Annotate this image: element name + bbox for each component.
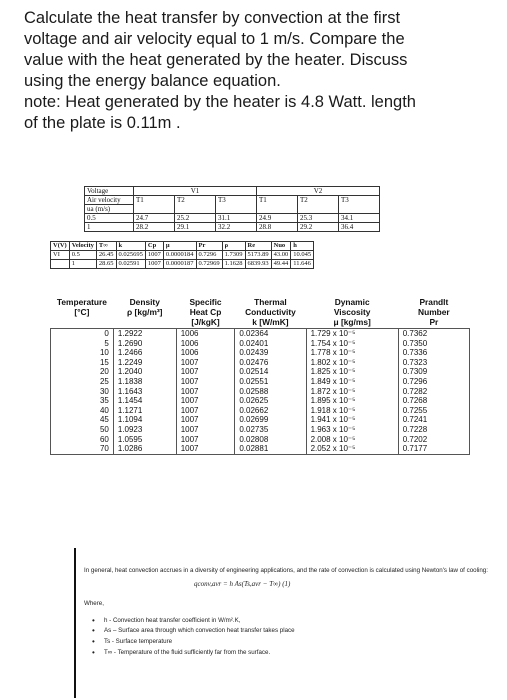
header-line: [J/kgK]	[191, 317, 220, 327]
cell-dynamic-viscosity: 1.918 x 10⁻⁵	[306, 406, 398, 416]
table-row	[51, 358, 470, 368]
table-row	[51, 348, 470, 358]
header-line: k [W/mK]	[252, 317, 289, 327]
cell: 49.44	[271, 260, 291, 269]
cell-density: 1.1094	[113, 415, 176, 425]
cell-dynamic-viscosity: 1.825 x 10⁻⁵	[306, 367, 398, 377]
table-row	[51, 396, 470, 406]
cell-thermal-conductivity: 0.02662	[235, 406, 306, 416]
cell-thermal-conductivity: 0.02881	[235, 444, 306, 454]
cell: 36.4	[339, 223, 380, 232]
header-temperature	[51, 296, 114, 329]
cell-temperature: 35	[51, 396, 114, 406]
cell-prandtl-number: 0.7282	[398, 387, 469, 397]
cell: 32.2	[216, 223, 257, 232]
cell: 0.0000184	[163, 251, 196, 260]
cell: 5173.89	[245, 251, 271, 260]
header-specific-heat	[176, 296, 235, 329]
cell: 29.1	[175, 223, 216, 232]
cell-prandtl-number: 0.7336	[398, 348, 469, 358]
cell-thermal-conductivity: 0.02588	[235, 387, 306, 397]
cell-prandtl-number: 0.7296	[398, 377, 469, 387]
cell-specific-heat: 1007	[176, 444, 235, 454]
header-t2: T2	[298, 196, 339, 214]
header-line: ρ [kg/m³]	[127, 307, 163, 317]
cell-thermal-conductivity: 0.02514	[235, 367, 306, 377]
header-cell: Re	[245, 242, 271, 251]
header-v2: V2	[257, 187, 380, 196]
header-cell: Cp	[145, 242, 163, 251]
cell: 24.7	[134, 214, 175, 223]
header-ua: ua (m/s)	[85, 205, 134, 214]
properties-header-row	[51, 296, 470, 329]
header-line: μ [kg/ms]	[333, 317, 371, 327]
cell: 1007	[145, 260, 163, 269]
cell: 24.9	[257, 214, 298, 223]
cell-dynamic-viscosity: 1.872 x 10⁻⁵	[306, 387, 398, 397]
newton-cooling-equation: qconv,avr = h As(Ts,avr − T∞) (1)	[194, 579, 291, 588]
definition-item: • T∞ - Temperature of the fluid sufficiently far from the surface.	[96, 649, 494, 658]
cell-density: 1.2040	[113, 367, 176, 377]
table-row	[51, 339, 470, 349]
header-line: Dynamic	[334, 297, 370, 307]
cell-thermal-conductivity: 0.02625	[235, 396, 306, 406]
table-row	[51, 377, 470, 387]
cell: 6839.93	[245, 260, 271, 269]
cell-prandtl-number: 0.7323	[398, 358, 469, 368]
cell-dynamic-viscosity: 2.052 x 10⁻⁵	[306, 444, 398, 454]
header-cell: T∞	[96, 242, 116, 251]
cell-temperature: 10	[51, 348, 114, 358]
cell	[51, 260, 70, 269]
cell: VI	[51, 251, 70, 260]
cell-thermal-conductivity: 0.02735	[235, 425, 306, 435]
cell-dynamic-viscosity: 1.849 x 10⁻⁵	[306, 377, 398, 387]
header-line: Viscosity	[333, 307, 371, 317]
cell-prandtl-number: 0.7255	[398, 406, 469, 416]
header-t3: T3	[339, 196, 380, 214]
table-row	[51, 406, 470, 416]
row-label: 0.5	[85, 214, 134, 223]
table-row	[51, 367, 470, 377]
header-t2: T2	[175, 196, 216, 214]
definition-item: • Ts - Surface temperature	[96, 638, 494, 647]
cell-dynamic-viscosity: 1.802 x 10⁻⁵	[306, 358, 398, 368]
cell-thermal-conductivity: 0.02808	[235, 435, 306, 445]
definition-list	[84, 617, 494, 657]
cell-temperature: 30	[51, 387, 114, 397]
cell-density: 1.0595	[113, 435, 176, 445]
cell-dynamic-viscosity: 1.941 x 10⁻⁵	[306, 415, 398, 425]
cell-prandtl-number: 0.7228	[398, 425, 469, 435]
cell-specific-heat: 1007	[176, 425, 235, 435]
cell-thermal-conductivity: 0.02551	[235, 377, 306, 387]
cell-dynamic-viscosity: 1.778 x 10⁻⁵	[306, 348, 398, 358]
cell-temperature: 0	[51, 329, 114, 339]
cell: 11.646	[291, 260, 314, 269]
cell-density: 1.2466	[113, 348, 176, 358]
cell-density: 1.1454	[113, 396, 176, 406]
header-cell: ρ	[222, 242, 245, 251]
cell-thermal-conductivity: 0.02439	[235, 348, 306, 358]
definition-item: • h - Convection heat transfer coefficient in W/m².K,	[96, 617, 494, 626]
cell-prandtl-number: 0.7268	[398, 396, 469, 406]
cell: 1.1628	[222, 260, 245, 269]
header-v1: V1	[134, 187, 257, 196]
cell: 1	[69, 260, 96, 269]
cell: 25.2	[175, 214, 216, 223]
cell-thermal-conductivity: 0.02401	[235, 339, 306, 349]
cell: 28.2	[134, 223, 175, 232]
cell: 28.65	[96, 260, 116, 269]
cell-specific-heat: 1007	[176, 358, 235, 368]
cell-dynamic-viscosity: 1.963 x 10⁻⁵	[306, 425, 398, 435]
question-line: note: Heat generated by the heater is 4.8 Watt. length	[24, 93, 416, 111]
calculation-table	[50, 241, 314, 269]
excerpt-intro: In general, heat convection accrues in a diversity of engineering applications, and the rate of convection is calculated using Newton's law of cooling:	[84, 567, 488, 574]
cell: 1.7309	[222, 251, 245, 260]
header-prandtl-number	[398, 296, 469, 329]
table-row	[51, 387, 470, 397]
cell-prandtl-number: 0.7177	[398, 444, 469, 454]
cell-dynamic-viscosity: 1.754 x 10⁻⁵	[306, 339, 398, 349]
air-properties-table	[50, 296, 470, 455]
cell: 0.72969	[196, 260, 222, 269]
cell-density: 1.2690	[113, 339, 176, 349]
header-cell: V(V)	[51, 242, 70, 251]
cell-thermal-conductivity: 0.02699	[235, 415, 306, 425]
header-line: Density	[129, 297, 160, 307]
newton-cooling-excerpt	[84, 567, 494, 659]
cell-prandtl-number: 0.7202	[398, 435, 469, 445]
cell-prandtl-number: 0.7362	[398, 329, 469, 339]
header-line: Number	[418, 307, 450, 317]
header-line: Thermal	[254, 297, 287, 307]
cell-dynamic-viscosity: 1.729 x 10⁻⁵	[306, 329, 398, 339]
question-text	[24, 8, 502, 134]
header-cell: μ	[163, 242, 196, 251]
cell: 1007	[145, 251, 163, 260]
header-air-velocity: Air velocity	[85, 196, 134, 205]
header-line: [°C]	[74, 307, 90, 317]
cell-temperature: 40	[51, 406, 114, 416]
cell: 34.1	[339, 214, 380, 223]
question-line: Calculate the heat transfer by convection at the first	[24, 9, 401, 27]
cell-specific-heat: 1007	[176, 367, 235, 377]
cell-specific-heat: 1007	[176, 415, 235, 425]
header-density	[113, 296, 176, 329]
header-line: Pr	[429, 317, 439, 327]
header-line: Specific	[189, 297, 222, 307]
header-line: Conductivity	[245, 307, 296, 317]
question-line: value with the heat generated by the heater. Discuss	[24, 51, 408, 69]
cell: 26.45	[96, 251, 116, 260]
row-label: 1	[85, 223, 134, 232]
excerpt-left-rule	[74, 548, 76, 698]
cell-density: 1.2249	[113, 358, 176, 368]
cell-specific-heat: 1006	[176, 339, 235, 349]
header-cell: Pr	[196, 242, 222, 251]
cell-specific-heat: 1007	[176, 387, 235, 397]
cell-specific-heat: 1007	[176, 435, 235, 445]
table-row	[51, 435, 470, 445]
cell-temperature: 20	[51, 367, 114, 377]
header-voltage: Voltage	[85, 187, 134, 196]
cell-prandtl-number: 0.7350	[398, 339, 469, 349]
measurement-table	[84, 186, 380, 232]
question-line: using the energy balance equation.	[24, 72, 281, 90]
cell-prandtl-number: 0.7241	[398, 415, 469, 425]
cell-temperature: 25	[51, 377, 114, 387]
header-cell: Nuo	[271, 242, 291, 251]
header-t1: T1	[257, 196, 298, 214]
cell-temperature: 70	[51, 444, 114, 454]
cell: 31.1	[216, 214, 257, 223]
cell-density: 1.1838	[113, 377, 176, 387]
question-line: of the plate is 0.11m .	[24, 114, 181, 132]
cell: 0.0000187	[163, 260, 196, 269]
header-line: Heat Cp	[189, 307, 222, 317]
cell-temperature: 5	[51, 339, 114, 349]
cell-specific-heat: 1006	[176, 329, 235, 339]
cell: 43.00	[271, 251, 291, 260]
definition-item: • As – Surface area through which convection heat transfer takes place	[96, 627, 494, 636]
cell: 25.3	[298, 214, 339, 223]
cell-temperature: 60	[51, 435, 114, 445]
table-row	[51, 415, 470, 425]
cell-temperature: 45	[51, 415, 114, 425]
cell-density: 1.0923	[113, 425, 176, 435]
table-row	[51, 329, 470, 339]
header-t3: T3	[216, 196, 257, 214]
header-thermal-conductivity	[235, 296, 306, 329]
cell-thermal-conductivity: 0.02476	[235, 358, 306, 368]
table-row	[51, 444, 470, 454]
header-t1: T1	[134, 196, 175, 214]
where-label: Where,	[84, 600, 104, 608]
cell: 10.045	[291, 251, 314, 260]
cell-specific-heat: 1007	[176, 396, 235, 406]
cell-temperature: 15	[51, 358, 114, 368]
header-cell: k	[116, 242, 145, 251]
header-dynamic-viscosity	[306, 296, 398, 329]
header-line: Prandlt	[419, 297, 449, 307]
header-line: Temperature	[56, 297, 107, 307]
cell: 28.8	[257, 223, 298, 232]
cell-prandtl-number: 0.7309	[398, 367, 469, 377]
cell: 0.025695	[116, 251, 145, 260]
cell-dynamic-viscosity: 2.008 x 10⁻⁵	[306, 435, 398, 445]
cell-specific-heat: 1006	[176, 348, 235, 358]
cell-density: 1.1643	[113, 387, 176, 397]
cell-specific-heat: 1007	[176, 406, 235, 416]
header-cell: h	[291, 242, 314, 251]
cell-dynamic-viscosity: 1.895 x 10⁻⁵	[306, 396, 398, 406]
cell-specific-heat: 1007	[176, 377, 235, 387]
cell: 29.2	[298, 223, 339, 232]
cell-density: 1.0286	[113, 444, 176, 454]
cell-density: 1.2922	[113, 329, 176, 339]
cell-temperature: 50	[51, 425, 114, 435]
cell-density: 1.1271	[113, 406, 176, 416]
cell: 0.7296	[196, 251, 222, 260]
header-cell: Velocity	[69, 242, 96, 251]
question-line: voltage and air velocity equal to 1 m/s. Compare the	[24, 30, 405, 48]
cell: 0.5	[69, 251, 96, 260]
table-row	[51, 425, 470, 435]
cell-thermal-conductivity: 0.02364	[235, 329, 306, 339]
cell: 0.02591	[116, 260, 145, 269]
